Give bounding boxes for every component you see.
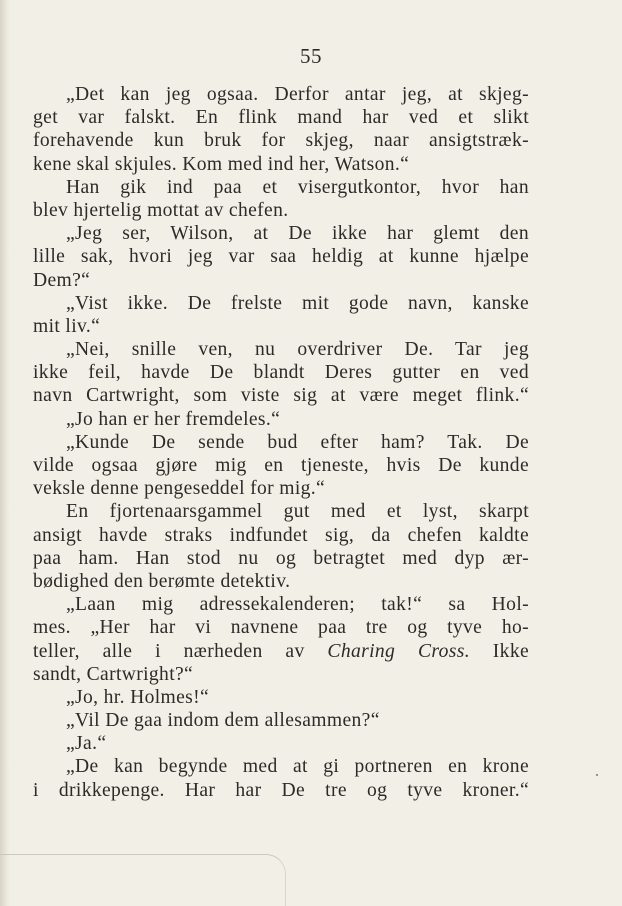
text-line: get var falskt. En flink mand har ved et slikt <box>33 107 529 129</box>
text-line: „Nei, snille ven, nu overdriver De. Tar jeg <box>66 339 529 361</box>
text-line: Dem?“ <box>33 269 91 291</box>
text-line: sandt, Cartwright?“ <box>33 663 194 685</box>
text-line: paa ham. Han stod nu og betragtet med dyp ær- <box>33 547 529 569</box>
text-line: blev hjertelig mottat av chefen. <box>33 199 289 221</box>
text-line: lille sak, hvori jeg var saa heldig at kunne hjælpe <box>33 246 529 268</box>
text-line: „De kan begynde med at gi portneren en krone <box>66 756 529 778</box>
page-number: 55 <box>300 44 322 68</box>
text-line: „Jo, hr. Holmes!“ <box>66 686 210 708</box>
body-text <box>33 83 529 802</box>
text-line: En fjortenaarsgammel gut med et lyst, skarpt <box>66 501 529 523</box>
text-line: ansigt havde straks indfundet sig, da chefen kaldte <box>33 524 529 546</box>
text-line: „Laan mig adressekalenderen; tak!“ sa Hol- <box>66 594 529 616</box>
text-line: bødighed den berømte detektiv. <box>33 570 291 592</box>
text-line: „Vil De gaa indom dem allesammen?“ <box>66 710 380 732</box>
text-line: i drikkepenge. Har har De tre og tyve kroner.“ <box>33 779 529 801</box>
text-line: ikke feil, havde De blandt Deres gutter en ved <box>33 362 529 384</box>
italic-place-name: Charing Cross. <box>327 640 470 662</box>
text-line: veksle denne pengeseddel for mig.“ <box>33 478 326 500</box>
text-line: mes. „Her har vi navnene paa tre og tyve ho- <box>33 617 529 639</box>
text-line: kene skal skjules. Kom med ind her, Watson.“ <box>33 153 410 175</box>
text-line: „Jo han er her fremdeles.“ <box>66 408 281 430</box>
text-line: „Det kan jeg ogsaa. Derfor antar jeg, at skjeg- <box>66 84 529 105</box>
text-line: „Kunde De sende bud efter ham? Tak. De <box>66 431 529 453</box>
page-spine-shadow <box>0 0 10 906</box>
paper-speck <box>596 774 598 776</box>
text-line: Han gik ind paa et visergutkontor, hvor han <box>66 176 529 198</box>
text-span: Ikke <box>492 640 530 662</box>
text-span: teller, alle i nærheden av <box>33 640 305 662</box>
text-line: „Jeg ser, Wilson, at De ikke har glemt den <box>66 223 529 245</box>
text-line: „Ja.“ <box>66 733 107 755</box>
text-line-with-italic <box>33 640 529 663</box>
page-fold-mark <box>0 854 286 906</box>
text-line: vilde ogsaa gjøre mig en tjeneste, hvis De kunde <box>33 455 529 476</box>
text-line: forehavende kun bruk for skjeg, naar ansigtstræk- <box>33 130 529 152</box>
text-line: „Vist ikke. De frelste mit gode navn, kanske <box>66 292 529 314</box>
text-line: navn Cartwright, som viste sig at være meget flink.“ <box>33 385 529 407</box>
text-line: mit liv.“ <box>33 315 101 337</box>
